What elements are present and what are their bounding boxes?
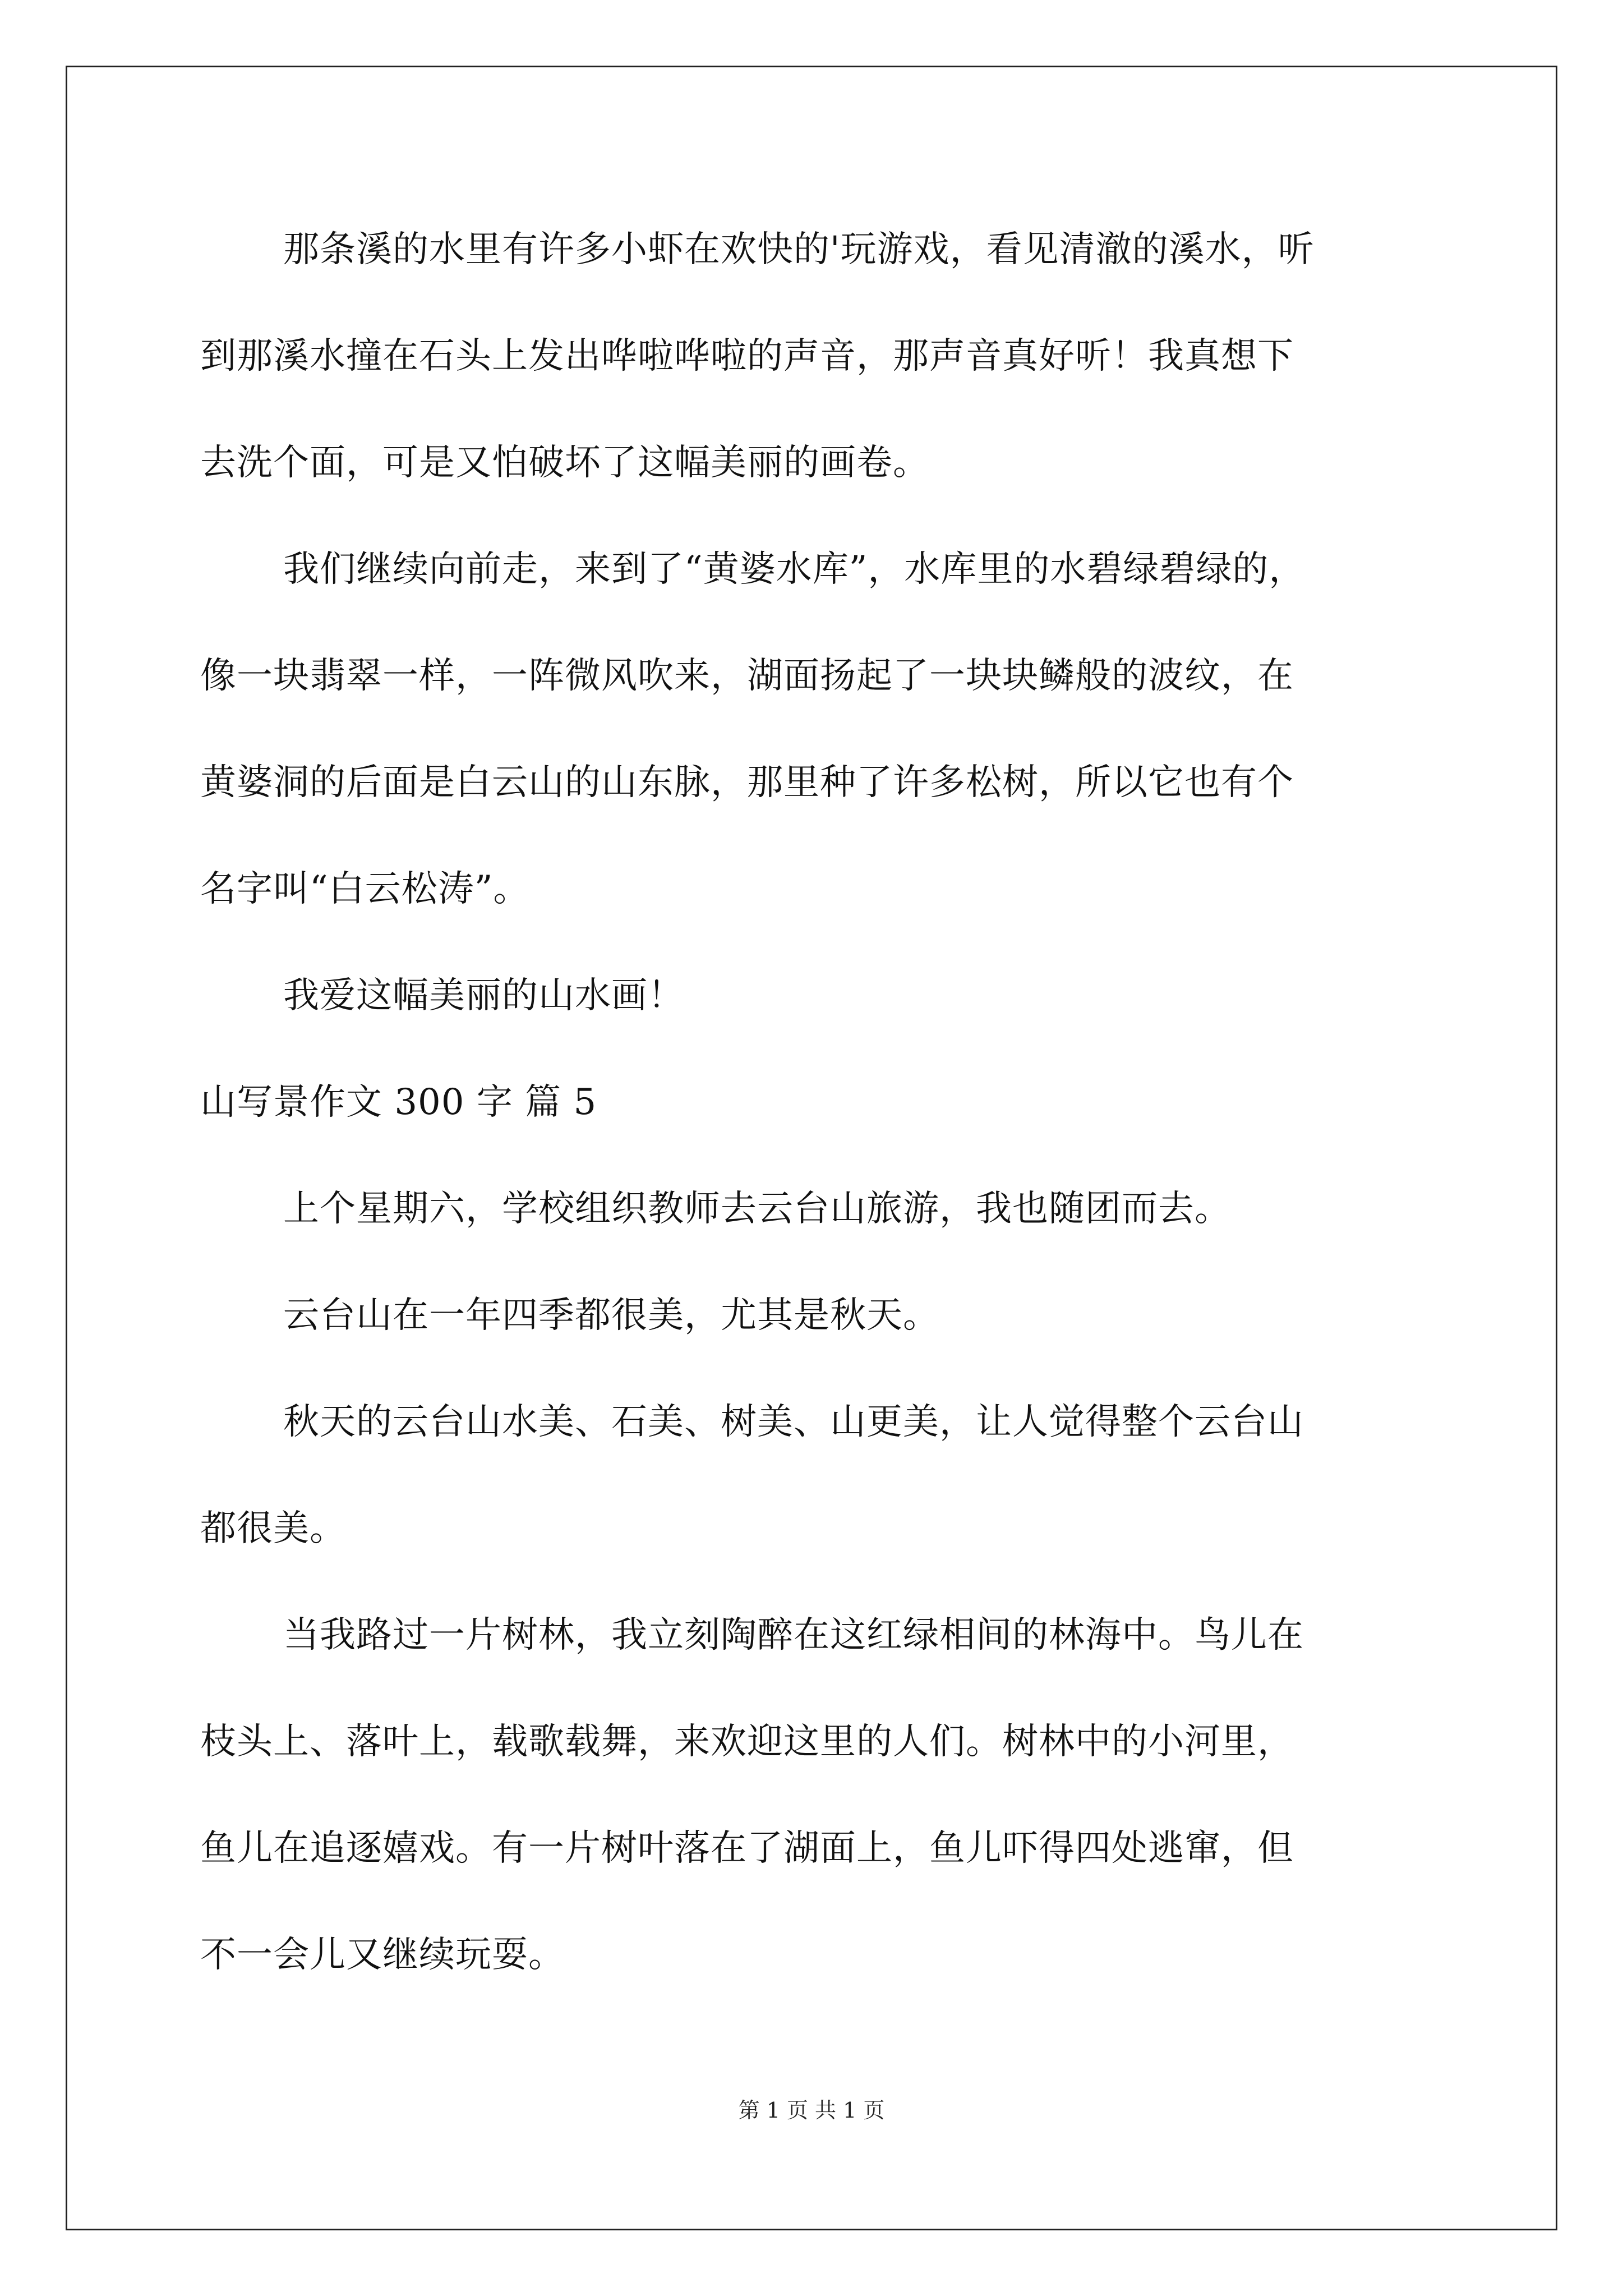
paragraph-line: 到那溪水撞在石头上发出哗啦哗啦的声音，那声音真好听！我真想下 [200, 335, 1294, 377]
paragraph-line: 云台山在一年四季都很美，尤其是秋天。 [283, 1295, 939, 1336]
paragraph-line: 鱼儿在追逐嬉戏。有一片树叶落在了湖面上，鱼儿吓得四处逃窜，但 [200, 1828, 1294, 1869]
paragraph-line: 秋天的云台山水美、石美、树美、山更美，让人觉得整个云台山 [283, 1401, 1304, 1443]
page-number-footer: 第 1 页 共 1 页 [738, 2098, 885, 2123]
paragraph-line: 当我路过一片树林，我立刻陶醉在这红绿相间的林海中。鸟儿在 [283, 1614, 1304, 1656]
paragraph-line: 去洗个面，可是又怕破坏了这幅美丽的画卷。 [200, 442, 929, 484]
page-border [66, 66, 1557, 2230]
paragraph-line: 像一块翡翠一样，一阵微风吹来，湖面扬起了一块块鳞般的波纹，在 [200, 655, 1294, 697]
paragraph-line: 不一会儿又继续玩耍。 [200, 1934, 565, 1976]
section-heading: 山写景作文 300 字 篇 5 [200, 1082, 597, 1123]
paragraph-line: 枝头上、落叶上，载歌载舞，来欢迎这里的人们。树林中的小河里， [200, 1721, 1294, 1763]
paragraph-line: 黄婆洞的后面是白云山的山东脉，那里种了许多松树，所以它也有个 [200, 762, 1294, 803]
paragraph-line: 名字叫“白云松涛”。 [200, 868, 530, 910]
paragraph-line: 我爱这幅美丽的山水画！ [283, 975, 684, 1016]
paragraph-line: 那条溪的水里有许多小虾在欢快的'玩游戏，看见清澈的溪水，听 [283, 229, 1315, 270]
paragraph-line: 我们继续向前走，来到了“黄婆水库”，水库里的水碧绿碧绿的， [283, 549, 1306, 590]
paragraph-line: 都很美。 [200, 1508, 346, 1549]
paragraph-line: 上个星期六，学校组织教师去云台山旅游，我也随团而去。 [283, 1188, 1231, 1230]
